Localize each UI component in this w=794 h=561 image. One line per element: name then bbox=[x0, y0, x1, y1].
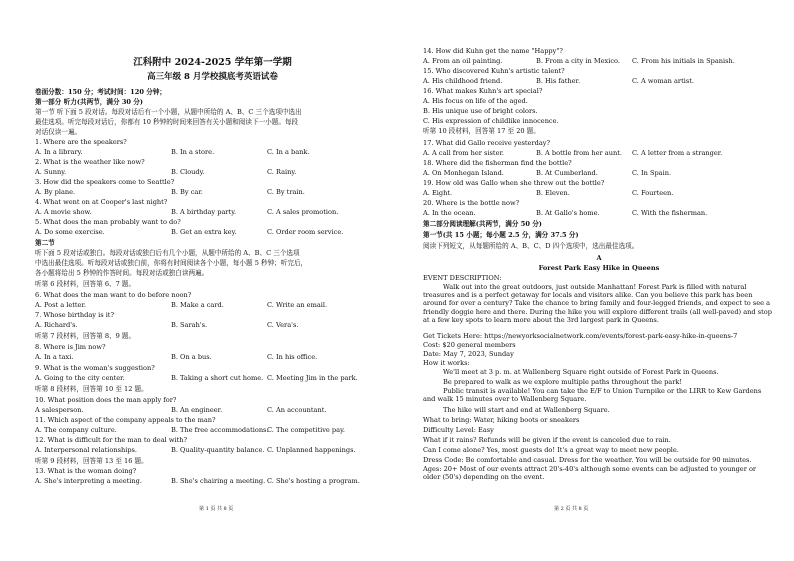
option-a[interactable]: A. The company culture. bbox=[35, 426, 117, 434]
part2-section-heading: 第一节(共 15 小题；每小题 2.5 分，满分 37.5 分) bbox=[423, 231, 579, 239]
page-2 bbox=[423, 0, 775, 561]
how-item: Be prepared to walk as we explore multiple paths throughout the park! bbox=[443, 378, 683, 386]
event-description-label: EVENT DESCRIPTION: bbox=[423, 274, 502, 282]
option-a[interactable]: A. A movie show. bbox=[35, 208, 92, 216]
question: 8. Where is Jim now? bbox=[35, 343, 106, 351]
section1-instruction: 对话仅读一遍。 bbox=[35, 128, 82, 136]
passage-letter: A bbox=[596, 254, 602, 262]
option-b[interactable]: B. Cloudy. bbox=[171, 168, 205, 176]
option-c[interactable]: C. The competitive pay. bbox=[267, 426, 346, 434]
option-a[interactable]: A. In a taxi. bbox=[35, 353, 74, 361]
section1-instruction: 最佳选项。听完每段对话后，你都有 10 秒钟的时间来回答有关小题和阅读下一小题。每段 bbox=[35, 118, 299, 126]
option-c[interactable]: C. Vera's. bbox=[267, 321, 299, 329]
question: 10. What position does the man apply for? bbox=[35, 396, 177, 404]
passage-title: Forest Park Easy Hike in Queens bbox=[538, 264, 660, 272]
date: Date: May 7, 2023, Sunday bbox=[423, 350, 514, 358]
question: 2. What is the weather like now? bbox=[35, 158, 145, 166]
question: 18. Where did the fisherman find the bottle? bbox=[423, 159, 572, 167]
how-it-works-label: How it works: bbox=[423, 359, 470, 367]
question: 19. How old was Gallo when she threw out the bottle? bbox=[423, 179, 605, 187]
section2-heading: 第二节 bbox=[35, 239, 55, 247]
option-b[interactable]: B. His unique use of bright colors. bbox=[423, 107, 538, 115]
option-c[interactable]: C. With the fisherman. bbox=[632, 209, 708, 217]
what-to-bring: What to bring: Water, hiking boots or sneakers bbox=[423, 416, 580, 424]
option-c[interactable]: C. Write an email. bbox=[267, 301, 328, 309]
material-note: 听第 9 段材料，回答第 13 至 16 题。 bbox=[35, 457, 148, 465]
option-a[interactable]: A. By plane. bbox=[35, 188, 76, 196]
difficulty: Difficulty Level: Easy bbox=[423, 426, 494, 434]
option-c[interactable]: C. Unplanned happenings. bbox=[267, 446, 356, 454]
question: 6. What does the man want to do before noon? bbox=[35, 291, 192, 299]
how-item: Public transit is available! You can take the E/F to Union Turnpike or the LIRR to Kew Gardens and walk 15 minutes over to Wallenberg Square. bbox=[423, 387, 762, 404]
tickets-link[interactable]: Get Tickets Here: https://newyorksocialnetwork.com/events/forest-park-easy-hike-in-queens-7 bbox=[423, 332, 738, 340]
section1-instruction: 第一节 听下面 5 段对话。每段对话后有一个小题，从题中所给的 A、B、C 三个选项中选出 bbox=[35, 108, 302, 116]
option-b[interactable]: B. In a store. bbox=[171, 148, 215, 156]
question: 12. What is difficult for the man to deal with? bbox=[35, 436, 188, 444]
option-c[interactable]: C. A letter from a stranger. bbox=[632, 149, 723, 157]
option-a[interactable]: A. From an oil painting. bbox=[423, 57, 503, 65]
option-c[interactable]: C. His expression of childlike innocence. bbox=[423, 117, 559, 125]
option-c[interactable]: C. In his office. bbox=[267, 353, 318, 361]
option-a[interactable]: A. A call from her sister. bbox=[423, 149, 505, 157]
option-c[interactable]: C. A woman artist. bbox=[632, 77, 694, 85]
option-b[interactable]: B. She's chairing a meeting. bbox=[171, 477, 266, 485]
option-c[interactable]: C. By train. bbox=[267, 188, 305, 196]
ages: Ages: 20+ Most of our events attract 20's-40's although some events can be adjusted to younger or older (50's) depending on the event. bbox=[423, 465, 757, 482]
option-c[interactable]: C. Meeting Jim in the park. bbox=[267, 374, 358, 382]
option-c[interactable]: C. A sales promotion. bbox=[267, 208, 339, 216]
material-note: 听第 10 段材料，回答第 17 至 20 题。 bbox=[423, 127, 540, 135]
option-b[interactable]: B. Quality-quantity balance. bbox=[171, 446, 265, 454]
question: 4. What went on at Cooper's last night? bbox=[35, 198, 168, 206]
option-b[interactable]: B. From a city in Mexico. bbox=[536, 57, 620, 65]
question: 1. Where are the speakers? bbox=[35, 138, 127, 146]
event-paragraph: Walk out into the great outdoors, just outside Manhattan! Forest Park is filled with natural treasures and is a perfect getaway for locals and visitors alike. Can you believe this park has been around for over a century? Take the chance to bring family and four-legged friends, and expect to see a friendly doggie here and there. During the hike you will explore different trails (all well-paved) and stop at a few key spots to learn more about the 3rd largest park in Queens. bbox=[423, 283, 772, 324]
option-b[interactable]: B. A birthday party. bbox=[171, 208, 237, 216]
option-b[interactable]: B. At Gallo's home. bbox=[536, 209, 600, 217]
option-c[interactable]: C. Fourteen. bbox=[632, 189, 674, 197]
option-c[interactable]: C. From his initials in Spanish. bbox=[632, 57, 735, 65]
question: 7. Whose birthday is it? bbox=[35, 311, 114, 319]
question: 15. Who discovered Kuhn's artistic talent? bbox=[423, 67, 565, 75]
option-a[interactable]: A. His focus on life of the aged. bbox=[423, 97, 528, 105]
option-b[interactable]: B. Taking a short cut home. bbox=[171, 374, 264, 382]
question: 5. What does the man probably want to do? bbox=[35, 218, 181, 226]
question: 3. How did the speakers come to Seattle? bbox=[35, 178, 175, 186]
question: 20. Where is the bottle now? bbox=[423, 199, 520, 207]
option-a[interactable]: A. Do some exercise. bbox=[35, 228, 105, 236]
option-b[interactable]: B. Get an extra key. bbox=[171, 228, 237, 236]
option-a[interactable]: A. She's interpreting a meeting. bbox=[35, 477, 142, 485]
option-a[interactable]: A. On Monhegan Island. bbox=[423, 169, 504, 177]
option-c[interactable]: C. She's hosting a program. bbox=[267, 477, 360, 485]
option-c[interactable]: C. Order room service. bbox=[267, 228, 344, 236]
material-note: 听第 7 段材料，回答第 8、9 题。 bbox=[35, 332, 136, 340]
question: 17. What did Gallo receive yesterday? bbox=[423, 139, 551, 147]
dress-code: Dress Code: Be comfortable and casual. Dress for the weather. You will be outside for 90 minutes. bbox=[423, 456, 752, 464]
option-b[interactable]: B. The free accommodations. bbox=[171, 426, 269, 434]
option-b[interactable]: B. Eleven. bbox=[536, 189, 570, 197]
material-note: 听第 6 段材料，回答第 6、7 题。 bbox=[35, 280, 136, 288]
cost: Cost: $20 general members bbox=[423, 341, 516, 349]
score-info: 卷面分数：150 分；考试时间：120 分钟； bbox=[35, 88, 167, 96]
option-a[interactable]: A. In a library. bbox=[35, 148, 83, 156]
option-b[interactable]: B. At Cumberland. bbox=[536, 169, 598, 177]
question: 14. How did Kuhn get the name "Happy"? bbox=[423, 47, 563, 55]
question: 16. What makes Kuhn's art special? bbox=[423, 87, 543, 95]
option-a[interactable]: A. Post a letter. bbox=[35, 301, 86, 309]
option-a[interactable]: A. Sunny. bbox=[35, 168, 67, 176]
option-a[interactable]: A. Eight. bbox=[423, 189, 453, 197]
option-b[interactable]: B. By car. bbox=[171, 188, 203, 196]
option-a[interactable]: A. Interpersonal relationships. bbox=[35, 446, 138, 454]
option-a[interactable]: A. Going to the city center. bbox=[35, 374, 125, 382]
section2-instruction: 中选出最佳选项。听每段对话或独白前，你将有时间阅读各个小题，每小题 5 秒钟；听完后， bbox=[35, 259, 308, 267]
page-1 bbox=[35, 0, 390, 561]
option-b[interactable]: B. His father. bbox=[536, 77, 581, 85]
option-c[interactable]: C. In a bank. bbox=[267, 148, 310, 156]
how-item: The hike will start and end at Wallenberg Square. bbox=[443, 406, 610, 414]
option-b[interactable]: B. An engineer. bbox=[171, 406, 223, 414]
part1-heading: 第一部分 听力(共两节，满分 30 分) bbox=[35, 98, 144, 106]
exam-title: 高三年级 8 月学校摸底考英语试卷 bbox=[147, 72, 278, 82]
page-footer: 第 2 页 共 8 页 bbox=[554, 506, 589, 512]
question: 13. What is the woman doing? bbox=[35, 467, 137, 475]
section2-instruction: 听下面 5 段对话或独白。每段对话或独白后有几个小题，从题中所给的 A、B、C 三个选项 bbox=[35, 249, 300, 257]
section2-instruction: 各小题将给出 5 秒钟的作答时间。每段对话或独白读两遍。 bbox=[35, 269, 209, 277]
come-alone: Can I come alone? Yes, most guests do! It's a great way to meet new people. bbox=[423, 446, 679, 454]
option-c[interactable]: C. In Spain. bbox=[632, 169, 672, 177]
option-a[interactable]: A. In the ocean. bbox=[423, 209, 476, 217]
option-b[interactable]: B. Make a card. bbox=[171, 301, 224, 309]
option-c[interactable]: C. An accountant. bbox=[267, 406, 327, 414]
how-item: We'll meet at 3 p. m. at Wallenberg Square right outside of Forest Park in Queens. bbox=[443, 368, 719, 376]
rain-policy: What if it rains? Refunds will be given if the event is canceled due to rain. bbox=[423, 436, 671, 444]
material-note: 听第 8 段材料，回答第 10 至 12 题。 bbox=[35, 385, 148, 393]
reading-instruction: 阅读下列短文，从每题所给的 A、B、C、D 四个选项中，选出最佳选项。 bbox=[423, 242, 639, 250]
option-b[interactable]: B. On a bus. bbox=[171, 353, 212, 361]
option-a[interactable]: A. His childhood friend. bbox=[423, 77, 503, 85]
school-title: 江科附中 2024-2025 学年第一学期 bbox=[133, 57, 292, 68]
option-c[interactable]: C. Rainy. bbox=[267, 168, 297, 176]
option-a[interactable]: A salesperson. bbox=[35, 406, 84, 414]
option-a[interactable]: A. Richard's. bbox=[35, 321, 78, 329]
option-b[interactable]: B. A bottle from her aunt. bbox=[536, 149, 622, 157]
question: 11. Which aspect of the company appeals to the man? bbox=[35, 416, 216, 424]
question: 9. What is the woman's suggestion? bbox=[35, 364, 155, 372]
part2-heading: 第二部分阅读理解(共两节，满分 50 分) bbox=[423, 220, 542, 228]
option-b[interactable]: B. Sarah's. bbox=[171, 321, 208, 329]
page-footer: 第 1 页 共 8 页 bbox=[199, 506, 234, 512]
